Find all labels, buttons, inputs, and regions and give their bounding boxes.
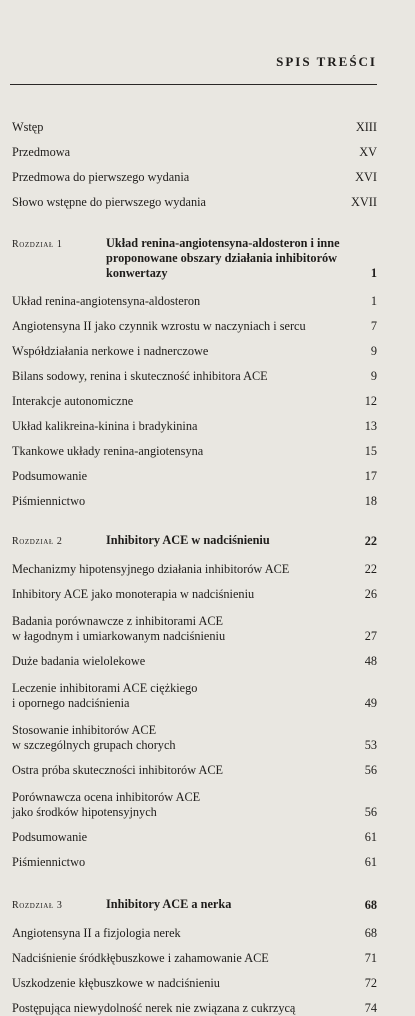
entry-page: 26 [364, 587, 377, 601]
entry-page: XV [359, 145, 377, 159]
chapter-page: 22 [364, 534, 377, 548]
toc-entry[interactable] [12, 419, 377, 434]
entry-title: Inhibitory ACE jako monoterapia w nadciśnieniu [12, 587, 255, 601]
entry-page: XVII [351, 195, 377, 209]
chapter-label: Rozdział 2 [12, 536, 63, 547]
entry-page: 17 [364, 469, 377, 483]
entry-page: XVI [355, 170, 377, 184]
toc-entry[interactable] [12, 926, 377, 941]
toc-entry[interactable] [12, 562, 377, 577]
entry-title: Przedmowa do pierwszego wydania [12, 170, 190, 184]
toc-entry[interactable] [12, 170, 377, 185]
toc-entry[interactable] [12, 587, 377, 602]
toc-entry[interactable] [12, 654, 377, 669]
entry-page: 9 [370, 344, 377, 358]
entry-title: Piśmiennictwo [12, 494, 86, 508]
toc-entry[interactable] [12, 494, 377, 509]
toc-entry[interactable] [12, 294, 377, 309]
entry-title: Leczenie inhibitorami ACE ciężkiego i opornego nadciśnienia [12, 681, 198, 710]
entry-title: Tkankowe układy renina-angiotensyna [12, 444, 204, 458]
entry-title: Słowo wstępne do pierwszego wydania [12, 195, 206, 209]
chapter-label: Rozdział 1 [12, 239, 63, 250]
toc-entry[interactable] [12, 145, 377, 160]
entry-title: Porównawcza ocena inhibitorów ACE jako środków hipotensyjnych [12, 790, 201, 819]
entry-page: 61 [364, 830, 377, 844]
toc-entry[interactable] [12, 120, 377, 135]
entry-page: 12 [364, 394, 377, 408]
entry-title: Ostra próba skuteczności inhibitorów ACE [12, 763, 224, 777]
chapter-heading[interactable] [12, 533, 377, 549]
entry-page: 74 [364, 1001, 377, 1015]
entry-title: Układ kalikreina-kinina i bradykinina [12, 419, 198, 433]
entry-page: 71 [364, 951, 377, 965]
entry-page: 18 [364, 494, 377, 508]
toc-entry[interactable] [12, 394, 377, 409]
toc-entry[interactable] [12, 681, 377, 711]
chapter-title: Inhibitory ACE w nadciśnieniu [106, 533, 270, 547]
header-rule [10, 84, 377, 85]
entry-page: 1 [370, 294, 377, 308]
entry-title: Podsumowanie [12, 469, 88, 483]
entry-page: 9 [370, 369, 377, 383]
toc-entry[interactable] [12, 369, 377, 384]
entry-page: 15 [364, 444, 377, 458]
entry-title: Postępująca niewydolność nerek nie związana z cukrzycą [12, 1001, 296, 1015]
toc-entry[interactable] [12, 763, 377, 778]
entry-page: XIII [355, 120, 377, 134]
entry-page: 13 [364, 419, 377, 433]
entry-page: 53 [364, 738, 377, 752]
toc-entry[interactable] [12, 790, 377, 820]
toc-entry[interactable] [12, 344, 377, 359]
entry-title: Duże badania wielolekowe [12, 654, 146, 668]
entry-title: Podsumowanie [12, 830, 88, 844]
toc-entry[interactable] [12, 855, 377, 870]
entry-page: 49 [364, 696, 377, 710]
entry-page: 61 [364, 855, 377, 869]
toc-entry[interactable] [12, 1001, 377, 1016]
chapter-page: 68 [364, 898, 377, 912]
entry-page: 22 [364, 562, 377, 576]
entry-title: Przedmowa [12, 145, 71, 159]
entry-page: 56 [364, 805, 377, 819]
entry-title: Stosowanie inhibitorów ACE w szczególnych grupach chorych [12, 723, 176, 752]
entry-page: 27 [364, 629, 377, 643]
toc-entry[interactable] [12, 469, 377, 484]
chapter-label: Rozdział 3 [12, 900, 63, 911]
toc-entry[interactable] [12, 444, 377, 459]
chapter-heading[interactable] [12, 897, 377, 913]
page-title: SPIS TREŚCI [276, 54, 377, 69]
entry-page: 68 [364, 926, 377, 940]
entry-title: Nadciśnienie śródkłębuszkowe i zahamowanie ACE [12, 951, 269, 965]
toc-entry[interactable] [12, 976, 377, 991]
entry-title: Angiotensyna II jako czynnik wzrostu w naczyniach i sercu [12, 319, 306, 333]
entry-page: 48 [364, 654, 377, 668]
entry-title: Uszkodzenie kłębuszkowe w nadciśnieniu [12, 976, 220, 990]
entry-page: 7 [370, 319, 377, 333]
toc-entry[interactable] [12, 723, 377, 753]
toc-entries [12, 120, 377, 1016]
toc-entry[interactable] [12, 195, 377, 210]
toc-entry[interactable] [12, 830, 377, 845]
entry-title: Mechanizmy hipotensyjnego działania inhibitorów ACE [12, 562, 290, 576]
entry-page: 56 [364, 763, 377, 777]
entry-title: Układ renina-angiotensyna-aldosteron [12, 294, 201, 308]
entry-title: Wstęp [12, 120, 44, 134]
chapter-page: 1 [370, 266, 377, 280]
chapter-title: Układ renina-angiotensyna-aldosteron i inne proponowane obszary działania inhibitorów konwertazy [106, 236, 340, 280]
entry-title: Współdziałania nerkowe i nadnerczowe [12, 344, 209, 358]
toc-entry[interactable] [12, 319, 377, 334]
entry-title: Interakcje autonomiczne [12, 394, 134, 408]
chapter-heading[interactable] [12, 236, 377, 281]
entry-page: 72 [364, 976, 377, 990]
toc-entry[interactable] [12, 951, 377, 966]
entry-title: Angiotensyna II a fizjologia nerek [12, 926, 181, 940]
toc-entry[interactable] [12, 614, 377, 644]
chapter-title: Inhibitory ACE a nerka [106, 897, 232, 911]
entry-title: Badania porównawcze z inhibitorami ACE w łagodnym i umiarkowanym nadciśnieniu [12, 614, 226, 643]
entry-title: Bilans sodowy, renina i skuteczność inhibitora ACE [12, 369, 268, 383]
entry-title: Piśmiennictwo [12, 855, 86, 869]
